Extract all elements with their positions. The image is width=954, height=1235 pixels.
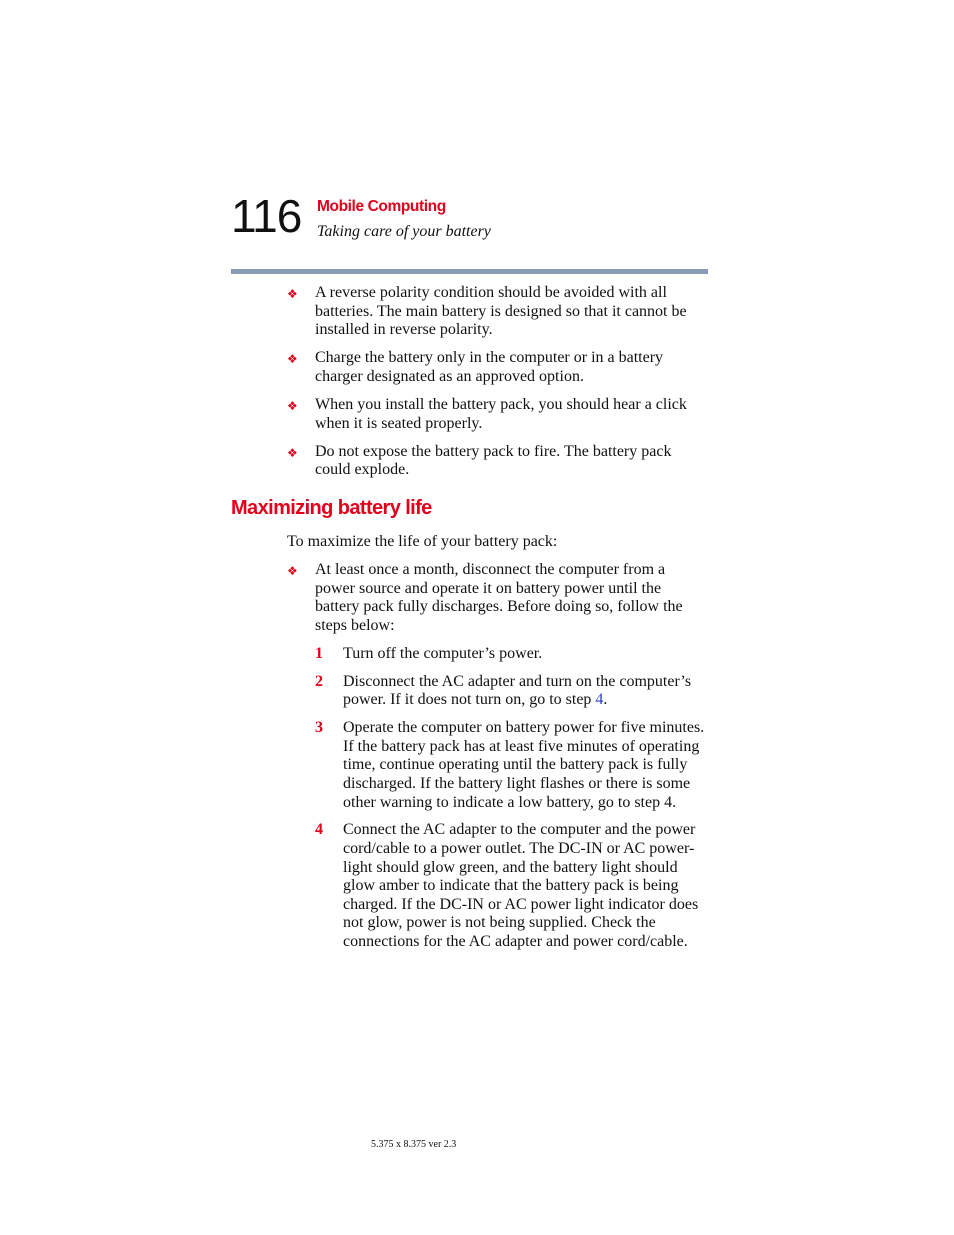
list-item <box>287 284 708 340</box>
step-item <box>315 673 708 710</box>
step-text: Disconnect the AC adapter and turn on the computer’s power. If it does not turn on, go to step <box>343 672 692 709</box>
step-item <box>315 645 708 664</box>
diamond-bullet-icon: ❖ <box>287 445 298 460</box>
step-number: 4 <box>315 821 323 839</box>
list-item-text: When you install the battery pack, you should hear a click when it is seated properly. <box>315 395 687 432</box>
page-number: 116 <box>231 190 302 242</box>
step-text-end: . <box>603 691 608 709</box>
diamond-bullet-icon: ❖ <box>287 287 298 301</box>
step-item <box>315 821 708 951</box>
step-text: Turn off the computer’s power. <box>343 645 543 662</box>
footer-note: 5.375 x 8.375 ver 2.3 <box>371 1139 457 1150</box>
list-item <box>287 349 708 386</box>
precautions-list <box>287 284 708 489</box>
step-text: Connect the AC adapter to the computer and the power cord/cable to a power outlet. The DC-IN or AC power-light should glow green, and the battery light should glow amber to indicate that the battery pack is being charged. If the DC-IN or AC power light indicator does not glow, power is not being supplied. Check the connections for the AC adapter and power cord/cable. <box>343 821 699 950</box>
list-item <box>287 443 708 480</box>
step-number: 3 <box>315 719 323 737</box>
step-4-link[interactable]: 4 <box>595 691 604 709</box>
step-number: 2 <box>315 672 323 690</box>
list-item-text: Do not expose the battery pack to fire. The battery pack could explode. <box>315 442 672 479</box>
chapter-title: Mobile Computing <box>317 198 446 215</box>
section-subtitle: Taking care of your battery <box>317 223 491 240</box>
list-item-text: Charge the battery only in the computer or in a battery charger designated as an approved option. <box>315 349 664 385</box>
section-intro: To maximize the life of your battery pack: <box>287 533 558 550</box>
diamond-bullet-icon: ❖ <box>287 564 298 578</box>
steps-list <box>315 645 708 961</box>
list-item-text: A reverse polarity condition should be avoided with all batteries. The main battery is designed so that it cannot be installed in reverse polarity. <box>315 284 687 339</box>
maximize-list <box>287 561 708 645</box>
step-number: 1 <box>315 645 323 662</box>
step-text: Operate the computer on battery power for five minutes. If the battery pack has at least five minutes of operating time, continue operating until the battery pack is fully discharged. If the battery light flashes or there is some other warning to indicate a low battery, go to step 4. <box>343 719 705 811</box>
list-item-text: At least once a month, disconnect the computer from a power source and operate it on battery power until the battery pack fully discharges. Before doing so, follow the steps below: <box>315 561 683 634</box>
header-rule <box>231 269 708 274</box>
list-item <box>287 561 708 635</box>
section-heading: Maximizing battery life <box>231 497 432 519</box>
diamond-bullet-icon: ❖ <box>287 398 298 413</box>
diamond-bullet-icon: ❖ <box>287 352 298 367</box>
list-item <box>287 396 708 433</box>
step-item <box>315 719 708 812</box>
